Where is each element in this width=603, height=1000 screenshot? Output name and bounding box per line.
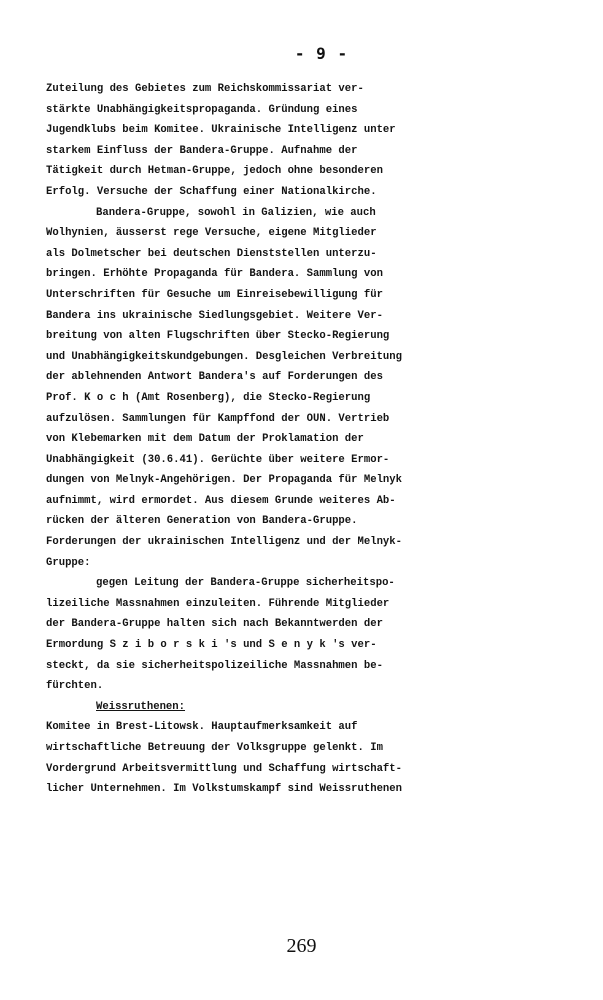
text-line: gegen Leitung der Bandera-Gruppe sicherheitspo- xyxy=(96,577,395,590)
text-line: Jugendklubs beim Komitee. Ukrainische Intelligenz unter xyxy=(46,124,396,137)
text-line: bringen. Erhöhte Propaganda für Bandera. Sammlung von xyxy=(46,268,383,281)
text-line: Komitee in Brest-Litowsk. Hauptaufmerksamkeit auf xyxy=(46,721,358,734)
text-line: Unabhängigkeit (30.6.41). Gerüchte über weitere Ermor- xyxy=(46,453,390,466)
text-line: wirtschaftliche Betreuung der Volksgruppe gelenkt. Im xyxy=(46,742,383,754)
text-line: Ermordung S z i b o r s k i 's und S e n y k 's ver- xyxy=(46,639,377,652)
text-line: und Unabhängigkeitskundgebungen. Desgleichen Verbreitung xyxy=(46,350,403,363)
text-line: Zuteilung des Gebietes zum Reichskommissariat ver- xyxy=(46,83,364,95)
body-text xyxy=(46,79,566,800)
text-line: Gruppe: xyxy=(46,556,91,569)
text-line: stärkte Unabhängigkeitspropaganda. Gründung eines xyxy=(46,103,358,116)
page-number: 269 xyxy=(286,935,317,957)
text-line: Tätigkeit durch Hetman-Gruppe, jedoch ohne besonderen xyxy=(46,165,383,178)
text-line: dungen von Melnyk-Angehörigen. Der Propaganda für Melnyk xyxy=(46,474,403,487)
text-line: breitung von alten Flugschriften über Stecko-Regierung xyxy=(46,330,390,343)
text-line: steckt, da sie sicherheitspolizeiliche Massnahmen be- xyxy=(46,659,383,672)
text-line: Bandera-Gruppe, sowohl in Galizien, wie auch xyxy=(96,206,376,219)
text-line: rücken der älteren Generation von Bandera-Gruppe. xyxy=(46,515,358,528)
text-line: Prof. K o c h (Amt Rosenberg), die Stecko-Regierung xyxy=(46,391,371,404)
text-line: Vordergrund Arbeitsvermittlung und Schaffung wirtschaft- xyxy=(46,762,403,775)
text-line: aufzulösen. Sammlungen für Kampffond der OUN. Vertrieb xyxy=(46,412,390,425)
text-line: aufnimmt, wird ermordet. Aus diesem Grunde weiteres Ab- xyxy=(46,494,396,507)
page-marker: - 9 - xyxy=(294,44,349,63)
text-line: fürchten. xyxy=(46,680,104,693)
text-line: Erfolg. Versuche der Schaffung einer Nationalkirche. xyxy=(46,185,377,198)
text-line: lizeiliche Massnahmen einzuleiten. Führende Mitglieder xyxy=(46,597,390,610)
text-line: starkem Einfluss der Bandera-Gruppe. Aufnahme der xyxy=(46,144,358,157)
text-line: licher Unternehmen. Im Volkstumskampf sind Weissruthenen xyxy=(46,783,403,796)
text-line: von Klebemarken mit dem Datum der Proklamation der xyxy=(46,433,364,446)
text-line: Forderungen der ukrainischen Intelligenz und der Melnyk- xyxy=(46,536,403,549)
text-line: der ablehnenden Antwort Bandera's auf Forderungen des xyxy=(46,371,383,384)
text-line: Bandera ins ukrainische Siedlungsgebiet. Weitere Ver- xyxy=(46,309,383,322)
text-line: als Dolmetscher bei deutschen Dienststellen unterzu- xyxy=(46,247,377,260)
text-line: der Bandera-Gruppe halten sich nach Bekanntwerden der xyxy=(46,618,383,631)
text-line: Wolhynien, äusserst rege Versuche, eigene Mitglieder xyxy=(46,227,377,240)
text-line: Unterschriften für Gesuche um Einreisebewilligung für xyxy=(46,288,383,301)
section-heading: Weissruthenen: xyxy=(96,700,186,713)
